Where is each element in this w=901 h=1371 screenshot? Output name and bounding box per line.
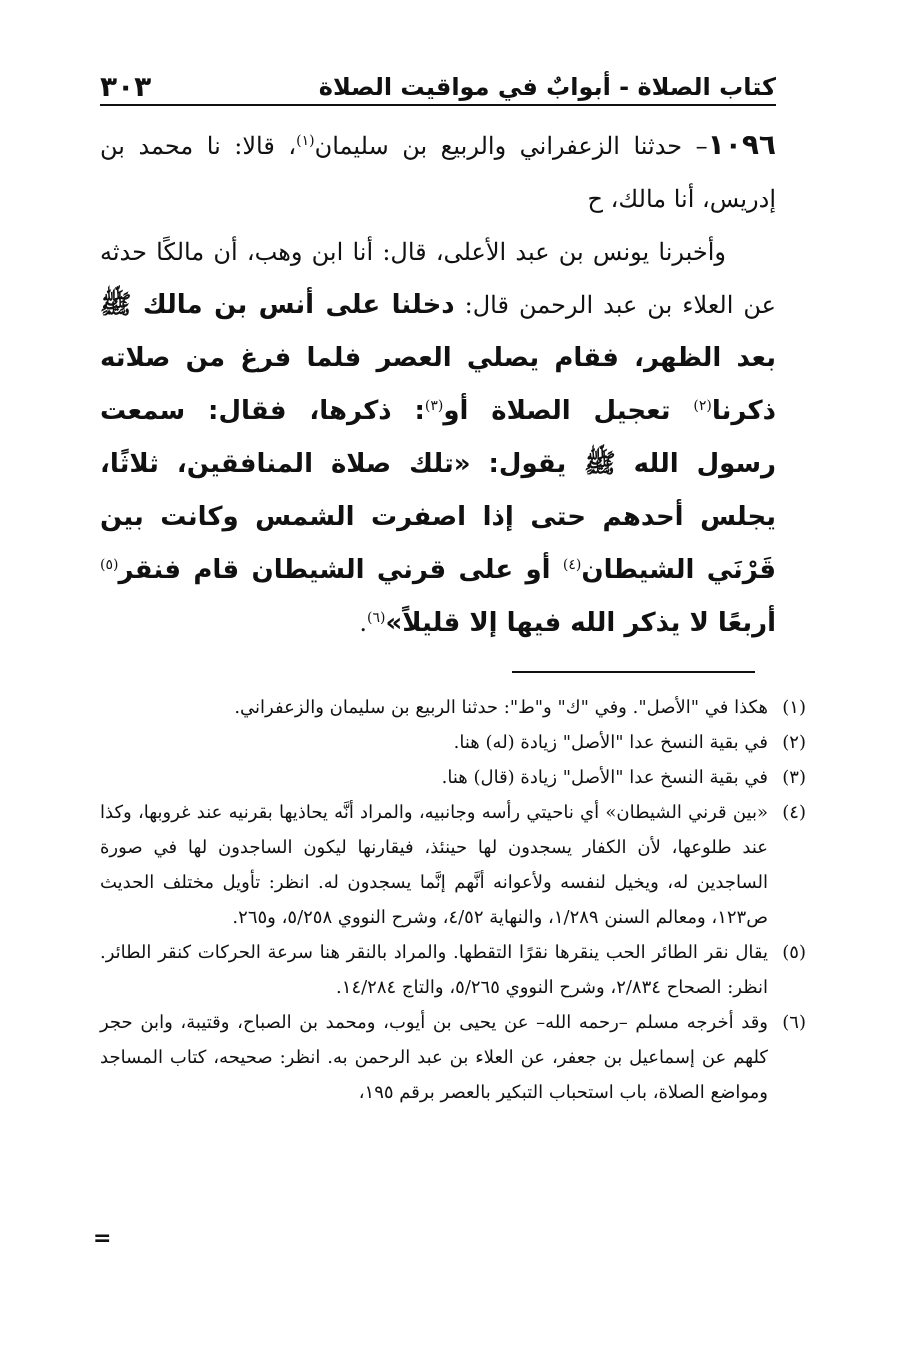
footnote-number: (٦) [782,1012,806,1033]
footnote-ref-3: (٣) [424,398,444,414]
footnotes [100,690,806,1110]
footnote-separator [512,671,755,673]
footnote [100,935,806,1005]
footnote-text: هكذا في "الأصل". وفي "ك" و"ط": حدثنا الربيع بن سليمان والزعفراني. [234,697,768,718]
page-header [100,62,776,102]
footnote-text: في بقية النسخ عدا "الأصل" زيادة (له) هنا. [453,732,768,753]
footnote [100,725,806,760]
footnote-number: (٥) [782,942,806,963]
footnote [100,690,806,725]
footnote-text: يقال نقر الطائر الحب ينقرها نقرًا التقطها. والمراد بالنقر هنا سرعة الحركات كنقر الطائر. انظر: الصحاح ٢/٨٣٤، وشرح النووي ٥/٢٦٥، والتاج ١٤/٢٨٤. [100,942,768,998]
footnote-number: (٤) [782,802,806,823]
footnote [100,1005,806,1110]
hadith-matn-5: أربعًا لا يذكر الله فيها إلا قليلاً» [385,608,776,638]
footnote [100,795,806,935]
footnote [100,760,806,795]
main-text [100,118,776,650]
running-title: كتاب الصلاة - أبوابٌ في مواقيت الصلاة [318,73,776,101]
page-number: ٣٠٣ [100,70,152,103]
footnote-ref-6: (٦) [367,610,386,626]
hadith-text-paragraph [100,226,776,650]
footnote-text: وقد أخرجه مسلم –رحمه الله– عن يحيى بن أيوب، ومحمد بن الصباح، وقتيبة، وابن حجر كلهم عن إسماعيل بن جعفر، عن العلاء بن عبد الرحمن به. انظر: صحيحه، كتاب المساجد ومواضع الصلاة، باب استحباب التبكير بالعصر برقم ١٩٥، [100,1012,768,1103]
continuation-mark: = [93,1226,112,1251]
paragraph-end: . [359,609,368,637]
isnad-text-rest: ، قالا: نا محمد بن إدريس، أنا مالك، ح [100,132,776,213]
hadith-number: ١٠٩٦ [707,128,776,161]
isnad-second-chain: وأخبرنا يونس بن عبد الأعلى، قال: أنا ابن وهب، أن مالكًا حدثه عن العلاء بن عبد الرحمن قال: [100,238,776,319]
hadith-matn-4: أو على قرني الشيطان قام فنقر [118,555,563,585]
footnote-number: (١) [782,697,806,718]
hadith-matn-3: : ذكرها، فقال: سمعت رسول الله ﷺ يقول: «تلك صلاة المنافقين، ثلاثًا، يجلس أحدهم حتى إذا اصفرت الشمس وكانت بين قَرْنَي الشيطان [100,396,777,585]
footnote-ref-4: (٤) [562,557,582,573]
header-rule [100,104,776,106]
footnote-text: «بين قرني الشيطان» أي ناحيتي رأسه وجانبيه، والمراد أنَّه يحاذيها بقرنيه عند غروبها، وكذا عند طلوعها، لأن الكفار يسجدون لها حينئذ، فيقارنها ليكون الساجدون لها في صورة الساجدين له، ويخيل لنفسه ولأعوانه أنَّهم إنَّما يسجدون له. انظر: تأويل مختلف الحديث ص١٢٣، ومعالم السنن ١/٢٨٩، والنهاية ٤/٥٢، وشرح النووي ٥/٢٥٨، و٢٦٥. [100,802,768,928]
footnote-number: (٢) [782,732,806,753]
hadith-isnad-paragraph [100,118,776,226]
footnote-text: في بقية النسخ عدا "الأصل" زيادة (قال) هنا. [441,767,768,788]
footnote-ref-5: (٥) [100,557,119,573]
footnote-ref-1: (١) [296,133,315,149]
isnad-text: – حدثنا الزعفراني والربيع بن سليمان [314,132,708,160]
hadith-matn-2: تعجيل الصلاة أو [443,396,694,426]
hadith-matn-1: دخلنا على أنس بن مالك ﷺ بعد الظهر، فقام يصلي العصر فلما فرغ من صلاته ذكرنا [100,290,777,426]
footnote-ref-2: (٢) [693,398,712,414]
footnote-number: (٣) [782,767,806,788]
